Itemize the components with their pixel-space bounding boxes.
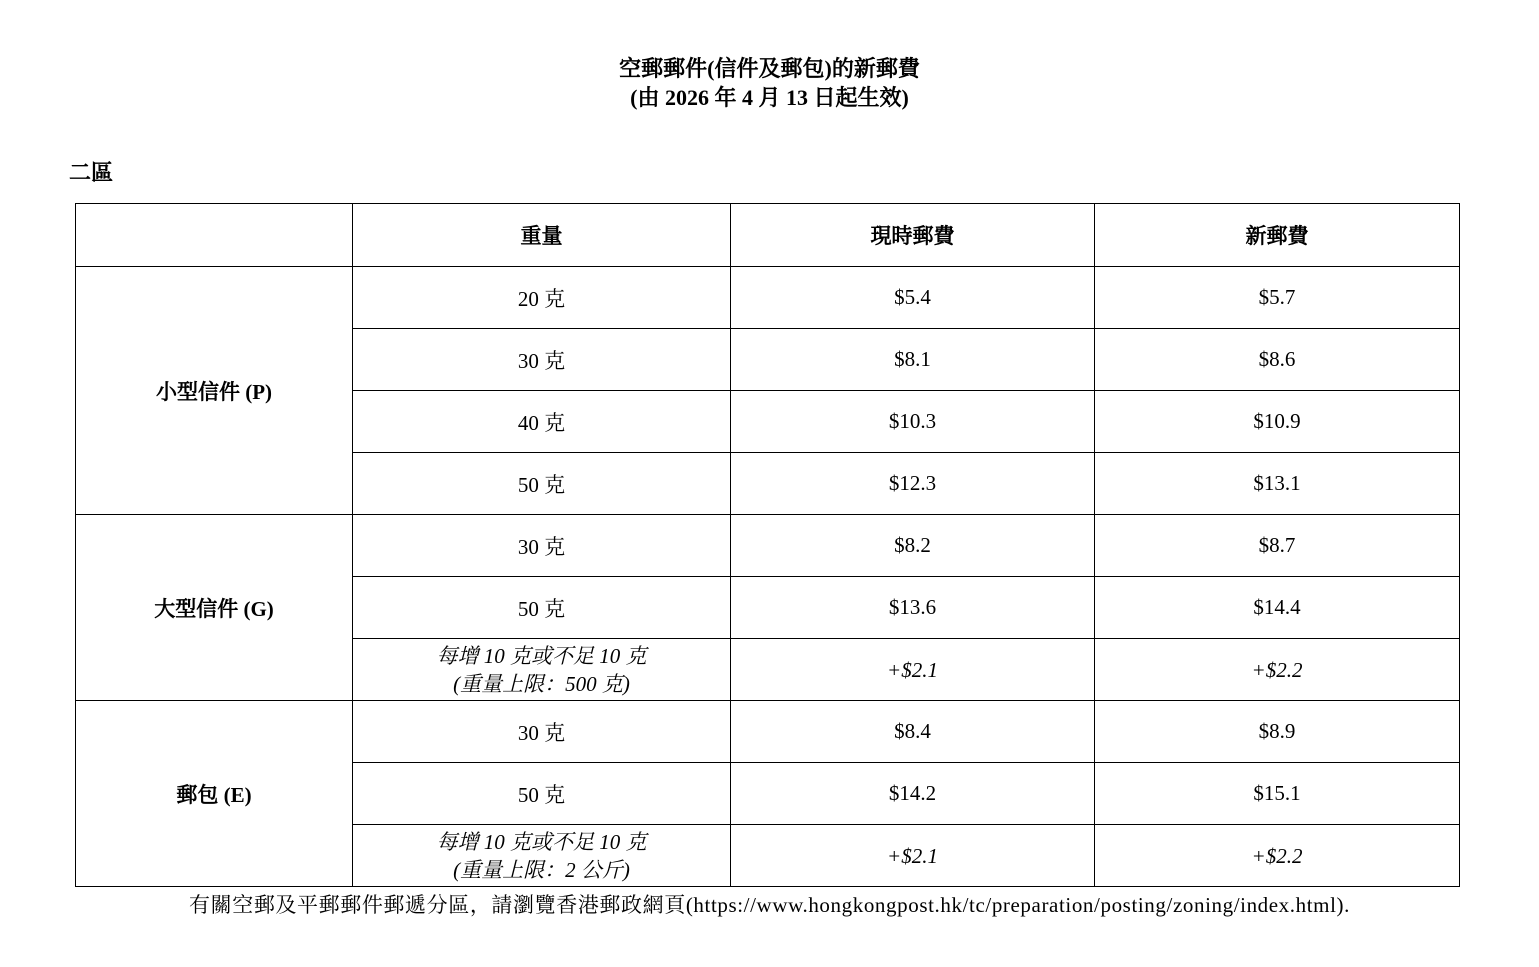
new-postage-cell: $8.9 [1095, 701, 1460, 763]
weight-cell: 50 克 [353, 577, 731, 639]
weight-cell: 50 克 [353, 453, 731, 515]
current-postage-cell: $8.4 [731, 701, 1095, 763]
weight-limit-note: (重量上限：2 公斤) [453, 857, 630, 882]
postage-rate-table [75, 203, 1460, 887]
document-title [0, 54, 1539, 112]
weight-cell: 30 克 [353, 701, 731, 763]
current-postage-cell: $8.2 [731, 515, 1095, 577]
weight-cell: 50 克 [353, 763, 731, 825]
weight-cell: 20 克 [353, 267, 731, 329]
weight-cell [353, 825, 731, 887]
table-row [76, 267, 1460, 329]
new-postage-cell: $8.6 [1095, 329, 1460, 391]
current-postage-cell: $13.6 [731, 577, 1095, 639]
table-row [76, 701, 1460, 763]
weight-cell: 30 克 [353, 329, 731, 391]
table-header-row [76, 204, 1460, 267]
new-postage-cell: $15.1 [1095, 763, 1460, 825]
header-weight: 重量 [353, 204, 731, 267]
weight-cell: 30 克 [353, 515, 731, 577]
new-postage-cell: $14.4 [1095, 577, 1460, 639]
zone-label: 二區 [69, 160, 114, 185]
new-postage-cell: $8.7 [1095, 515, 1460, 577]
header-new-postage: 新郵費 [1095, 204, 1460, 267]
current-postage-cell: $12.3 [731, 453, 1095, 515]
title-line-2: (由 2026 年 4 月 13 日起生效) [630, 85, 909, 110]
current-postage-cell: $8.1 [731, 329, 1095, 391]
weight-cell [353, 639, 731, 701]
weight-limit-note: (重量上限：500 克) [453, 671, 630, 696]
new-postage-cell: $5.7 [1095, 267, 1460, 329]
header-current-postage: 現時郵費 [731, 204, 1095, 267]
current-postage-cell: $10.3 [731, 391, 1095, 453]
new-postage-cell: $10.9 [1095, 391, 1460, 453]
zoning-info-note: 有關空郵及平郵郵件郵遞分區，請瀏覽香港郵政網頁(https://www.hongkongpost.hk/tc/preparation/posting/zoning/index.html). [189, 893, 1350, 917]
table-row [76, 515, 1460, 577]
current-postage-cell: +$2.1 [731, 825, 1095, 887]
category-cell: 郵包 (E) [76, 701, 353, 887]
current-postage-cell: $5.4 [731, 267, 1095, 329]
category-cell: 大型信件 (G) [76, 515, 353, 701]
new-postage-cell: +$2.2 [1095, 639, 1460, 701]
new-postage-cell: +$2.2 [1095, 825, 1460, 887]
current-postage-cell: +$2.1 [731, 639, 1095, 701]
new-postage-cell: $13.1 [1095, 453, 1460, 515]
weight-cell: 40 克 [353, 391, 731, 453]
current-postage-cell: $14.2 [731, 763, 1095, 825]
weight-increment-label: 每增 10 克或不足 10 克 [436, 643, 647, 668]
weight-increment-label: 每增 10 克或不足 10 克 [436, 829, 647, 854]
header-category [76, 204, 353, 267]
category-cell: 小型信件 (P) [76, 267, 353, 515]
title-line-1: 空郵郵件(信件及郵包)的新郵費 [619, 56, 920, 81]
